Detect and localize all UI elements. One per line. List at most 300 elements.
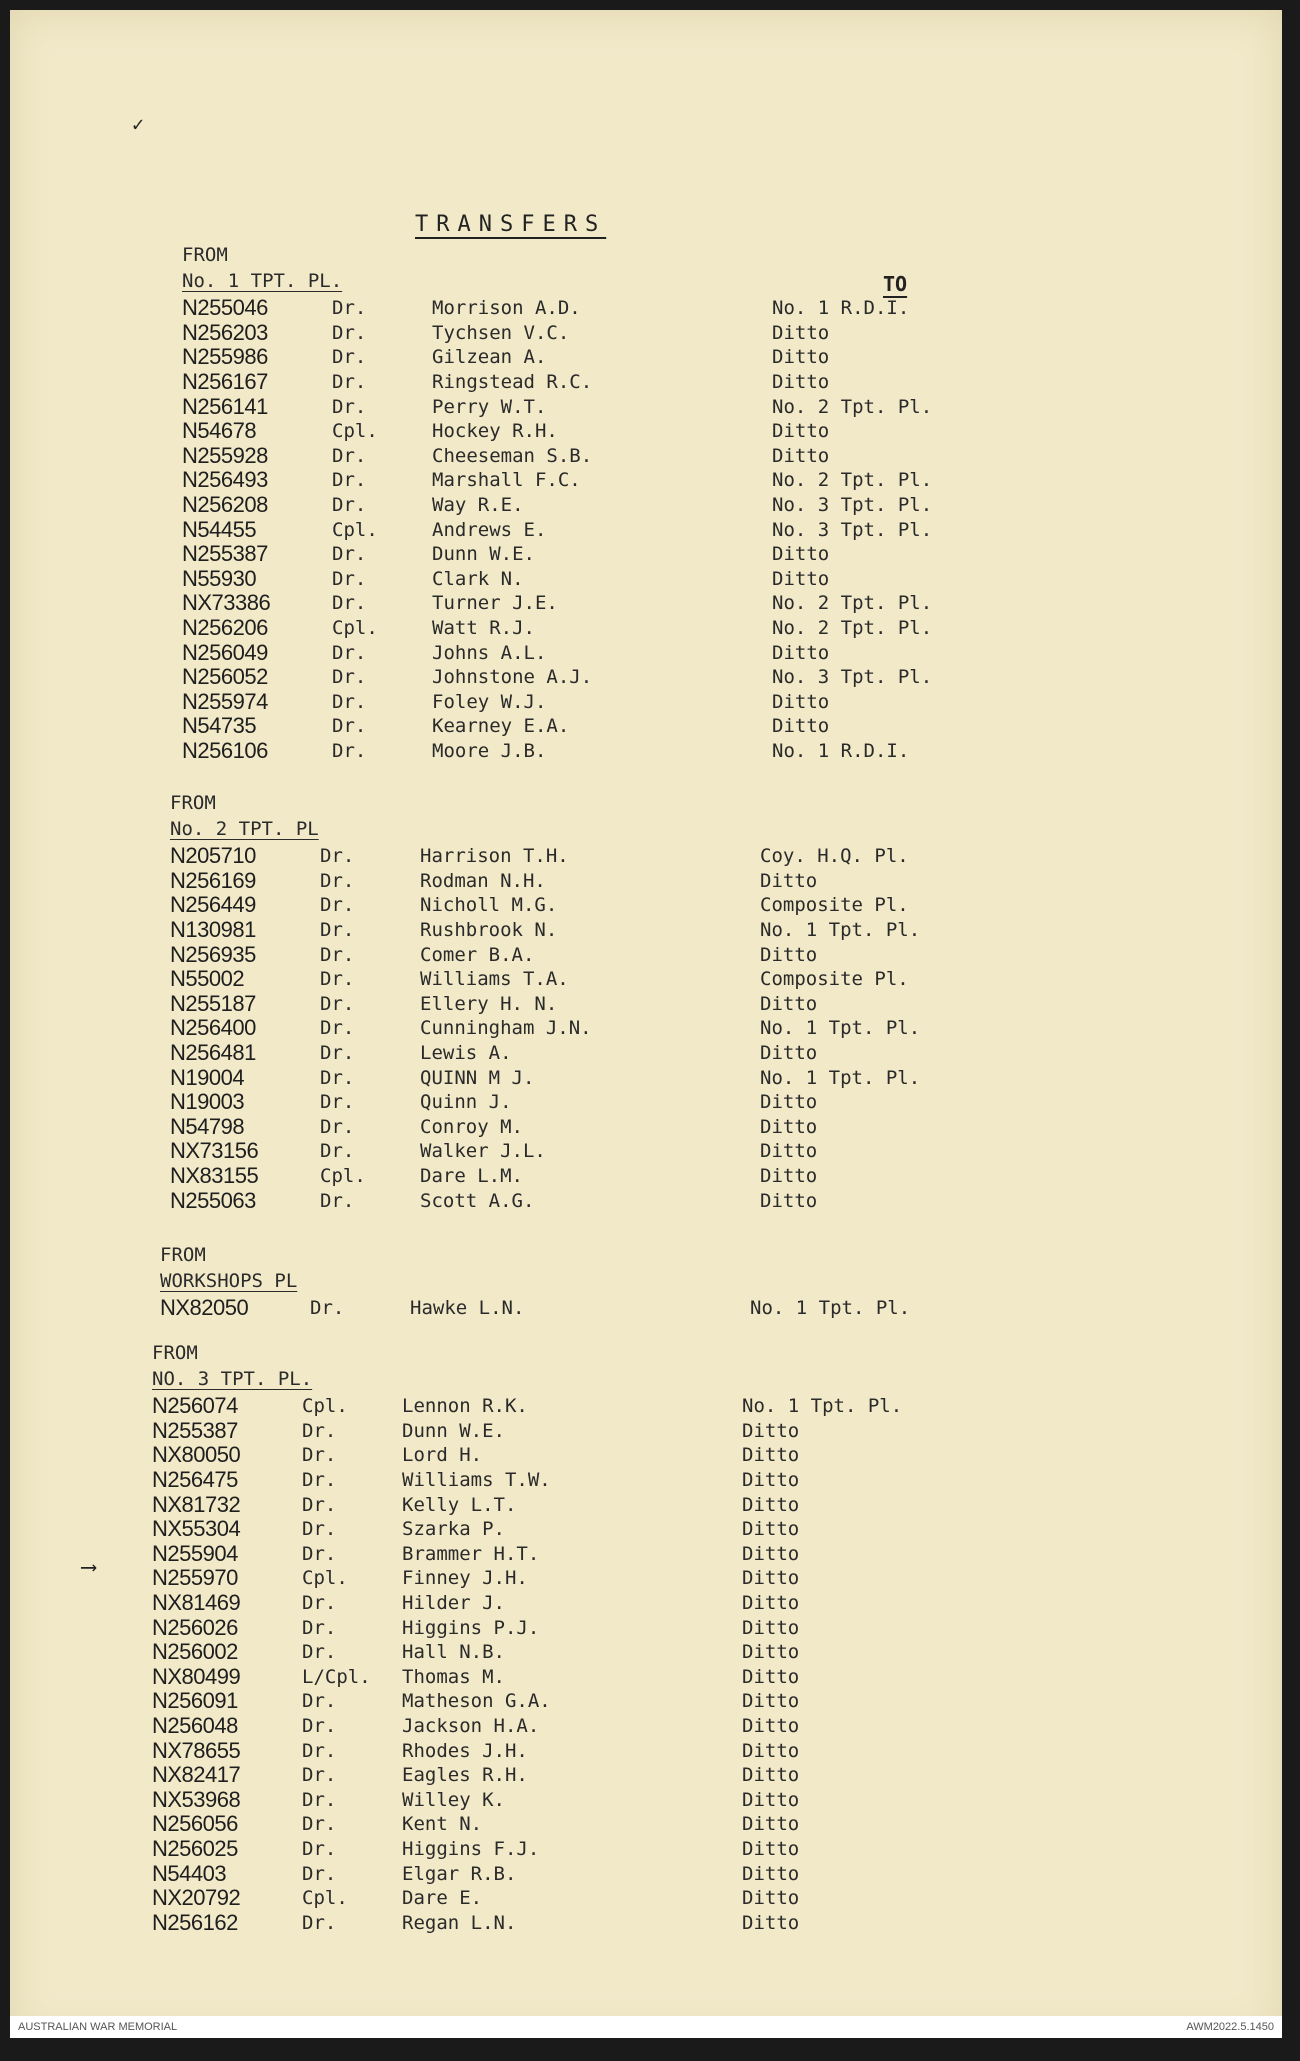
service-number: N255046: [182, 295, 268, 321]
service-number: NX73156: [170, 1138, 259, 1164]
transfer-row: [182, 321, 1032, 346]
transfer-destination: Ditto: [742, 1444, 800, 1467]
rank: Dr.: [302, 1690, 337, 1713]
rank: Dr.: [332, 690, 367, 713]
section-from-label: FROM: [170, 792, 216, 814]
document-page: [10, 10, 1282, 2038]
transfer-destination: No. 1 Tpt. Pl.: [742, 1395, 903, 1418]
transfer-destination: Ditto: [742, 1690, 800, 1713]
transfer-row: [170, 918, 1020, 943]
service-number: N256206: [182, 615, 268, 641]
section-unit-label: No. 2 TPT. PL: [170, 818, 319, 840]
transfer-destination: No. 1 R.D.I.: [772, 297, 910, 320]
rank: Dr.: [302, 1542, 337, 1565]
service-number: N256400: [170, 1015, 256, 1041]
soldier-name: Lord H.: [402, 1444, 483, 1467]
soldier-name: Andrews E.: [432, 518, 547, 541]
soldier-name: Williams T.A.: [420, 968, 569, 991]
soldier-name: Scott A.G.: [420, 1189, 535, 1212]
transfer-row: [152, 1492, 1002, 1517]
soldier-name: Harrison T.H.: [420, 845, 569, 868]
transfer-destination: Ditto: [772, 321, 830, 344]
transfer-destination: Ditto: [760, 1042, 818, 1065]
rank: Dr.: [310, 1297, 345, 1320]
transfer-row: [182, 567, 1032, 592]
transfer-destination: Ditto: [772, 715, 830, 738]
rank: Dr.: [320, 1042, 355, 1065]
soldier-name: Hawke L.N.: [410, 1297, 525, 1320]
soldier-name: Regan L.N.: [402, 1911, 517, 1934]
rank: Dr.: [332, 395, 367, 418]
service-number: N54455: [182, 516, 257, 542]
service-number: N256056: [152, 1811, 238, 1837]
transfer-row: [152, 1763, 1002, 1788]
footer-source: AUSTRALIAN WAR MEMORIAL: [18, 2021, 178, 2033]
soldier-name: Cheeseman S.B.: [432, 444, 593, 467]
transfer-row: [170, 942, 1020, 967]
section-from-label: FROM: [160, 1244, 206, 1266]
transfer-row: [182, 517, 1032, 542]
service-number: N256106: [182, 737, 268, 763]
service-number: N256162: [152, 1909, 238, 1935]
soldier-name: Kearney E.A.: [432, 715, 570, 738]
section-from-label: FROM: [182, 244, 228, 266]
service-number: N256002: [152, 1639, 238, 1665]
service-number: N19004: [170, 1064, 245, 1090]
service-number: NX81469: [152, 1590, 241, 1616]
soldier-name: Dare E.: [402, 1887, 483, 1910]
rank: Dr.: [320, 845, 355, 868]
transfer-row: [152, 1443, 1002, 1468]
transfer-destination: Ditto: [742, 1567, 800, 1590]
transfer-row: [182, 444, 1032, 469]
transfer-row: [152, 1640, 1002, 1665]
transfer-destination: Ditto: [742, 1419, 800, 1442]
transfer-destination: Ditto: [772, 371, 830, 394]
transfer-row: [152, 1812, 1002, 1837]
transfer-row: [152, 1689, 1002, 1714]
service-number: N205710: [170, 843, 256, 869]
transfer-row: [152, 1788, 1002, 1813]
section-no1-tpt-pl: [182, 242, 1032, 763]
rank: Dr.: [302, 1911, 337, 1934]
service-number: N256049: [182, 639, 268, 665]
rank: Dr.: [320, 869, 355, 892]
transfer-destination: Ditto: [760, 1115, 818, 1138]
service-number: N255986: [182, 344, 268, 370]
transfer-destination: No. 2 Tpt. Pl.: [772, 617, 933, 640]
soldier-name: Cunningham J.N.: [420, 1017, 592, 1040]
service-number: NX80499: [152, 1663, 241, 1689]
transfer-row: [182, 591, 1032, 616]
transfer-row: [152, 1419, 1002, 1444]
transfer-row: [182, 468, 1032, 493]
rank: Dr.: [320, 1091, 355, 1114]
transfer-row: [170, 1115, 1020, 1140]
soldier-name: Eagles R.H.: [402, 1764, 528, 1787]
section-no3-tpt-pl: [152, 1340, 1002, 1935]
soldier-name: Morrison A.D.: [432, 297, 581, 320]
section-workshops-pl: [160, 1242, 1010, 1321]
transfer-row: [182, 690, 1032, 715]
transfer-row: [170, 893, 1020, 918]
service-number: N255387: [182, 541, 268, 567]
service-number: N256208: [182, 492, 268, 518]
rank: Dr.: [320, 992, 355, 1015]
service-number: N255970: [152, 1565, 238, 1591]
transfer-row: [152, 1517, 1002, 1542]
rank: Dr.: [302, 1419, 337, 1442]
rank: Dr.: [332, 739, 367, 762]
rank: Dr.: [302, 1715, 337, 1738]
transfer-row: [170, 1090, 1020, 1115]
service-number: NX20792: [152, 1885, 241, 1911]
transfer-row: [170, 1139, 1020, 1164]
rank: Dr.: [302, 1469, 337, 1492]
service-number: N256203: [182, 319, 268, 345]
transfer-row: [182, 419, 1032, 444]
rank: Dr.: [332, 715, 367, 738]
transfer-row: [182, 394, 1032, 419]
soldier-name: Hall N.B.: [402, 1641, 505, 1664]
transfer-destination: Ditto: [742, 1665, 800, 1688]
rank: Dr.: [332, 297, 367, 320]
transfer-destination: Ditto: [772, 420, 830, 443]
transfer-destination: Ditto: [742, 1739, 800, 1762]
footer-bar: [10, 2016, 1282, 2038]
soldier-name: Ringstead R.C.: [432, 371, 593, 394]
service-number: N54403: [152, 1860, 227, 1886]
transfer-list: [182, 296, 1032, 763]
transfer-row: [152, 1542, 1002, 1567]
service-number: NX80050: [152, 1442, 241, 1468]
section-unit-label: NO. 3 TPT. PL.: [152, 1368, 313, 1390]
transfer-row: [182, 665, 1032, 690]
rank: Dr.: [320, 919, 355, 942]
soldier-name: Williams T.W.: [402, 1469, 551, 1492]
transfer-row: [170, 1164, 1020, 1189]
soldier-name: Brammer H.T.: [402, 1542, 540, 1565]
service-number: N255187: [170, 990, 256, 1016]
transfer-row: [182, 370, 1032, 395]
service-number: N256141: [182, 393, 268, 419]
transfer-list: [160, 1296, 1010, 1321]
service-number: NX73386: [182, 590, 271, 616]
service-number: N256935: [170, 941, 256, 967]
transfer-destination: Ditto: [760, 943, 818, 966]
rank: Dr.: [302, 1444, 337, 1467]
transfer-destination: Ditto: [760, 1091, 818, 1114]
transfer-row: [152, 1394, 1002, 1419]
soldier-name: Rhodes J.H.: [402, 1739, 528, 1762]
service-number: N130981: [170, 917, 256, 943]
transfer-destination: Ditto: [760, 1140, 818, 1163]
transfer-destination: Coy. H.Q. Pl.: [760, 845, 909, 868]
transfer-row: [170, 992, 1020, 1017]
transfer-row: [182, 296, 1032, 321]
rank: Dr.: [332, 494, 367, 517]
transfer-row: [182, 616, 1032, 641]
transfer-row: [152, 1591, 1002, 1616]
soldier-name: Lennon R.K.: [402, 1395, 528, 1418]
transfer-destination: No. 2 Tpt. Pl.: [772, 395, 933, 418]
transfer-destination: Ditto: [742, 1542, 800, 1565]
transfer-destination: Ditto: [742, 1813, 800, 1836]
soldier-name: Way R.E.: [432, 494, 524, 517]
transfer-destination: Ditto: [772, 444, 830, 467]
soldier-name: Kent N.: [402, 1813, 483, 1836]
transfer-destination: Ditto: [772, 346, 830, 369]
soldier-name: Ellery H. N.: [420, 992, 558, 1015]
soldier-name: Nicholl M.G.: [420, 894, 558, 917]
transfer-destination: No. 2 Tpt. Pl.: [772, 469, 933, 492]
rank: Dr.: [320, 1115, 355, 1138]
transfer-destination: Ditto: [742, 1469, 800, 1492]
soldier-name: Moore J.B.: [432, 739, 547, 762]
service-number: N55930: [182, 565, 257, 591]
rank: Dr.: [302, 1837, 337, 1860]
soldier-name: Higgins P.J.: [402, 1616, 540, 1639]
transfer-row: [152, 1615, 1002, 1640]
rank: Cpl.: [302, 1887, 348, 1910]
soldier-name: Thomas M.: [402, 1665, 505, 1688]
soldier-name: Turner J.E.: [432, 592, 558, 615]
transfer-destination: Ditto: [742, 1837, 800, 1860]
transfer-row: [152, 1468, 1002, 1493]
rank: Dr.: [320, 968, 355, 991]
soldier-name: Rodman N.H.: [420, 869, 546, 892]
transfer-destination: Ditto: [742, 1592, 800, 1615]
rank: Dr.: [332, 543, 367, 566]
soldier-name: Dunn W.E.: [432, 543, 535, 566]
soldier-name: QUINN M J.: [420, 1066, 535, 1089]
transfer-destination: Ditto: [772, 543, 830, 566]
soldier-name: Lewis A.: [420, 1042, 512, 1065]
rank: Dr.: [302, 1862, 337, 1885]
service-number: N255974: [182, 688, 268, 714]
rank: Cpl.: [332, 617, 378, 640]
rank: Cpl.: [320, 1165, 366, 1188]
transfer-destination: Ditto: [742, 1715, 800, 1738]
transfer-list: [170, 844, 1020, 1213]
service-number: NX81732: [152, 1491, 241, 1517]
transfer-row: [152, 1566, 1002, 1591]
transfer-row: [152, 1910, 1002, 1935]
transfer-destination: Ditto: [760, 992, 818, 1015]
soldier-name: Finney J.H.: [402, 1567, 528, 1590]
service-number: N54735: [182, 713, 257, 739]
rank: Dr.: [332, 641, 367, 664]
rank: Dr.: [302, 1641, 337, 1664]
service-number: N256449: [170, 892, 256, 918]
soldier-name: Johns A.L.: [432, 641, 547, 664]
soldier-name: Jackson H.A.: [402, 1715, 540, 1738]
rank: Dr.: [302, 1493, 337, 1516]
transfer-destination: Ditto: [742, 1764, 800, 1787]
transfer-row: [170, 1016, 1020, 1041]
rank: Dr.: [302, 1788, 337, 1811]
rank: Cpl.: [302, 1395, 348, 1418]
rank: Dr.: [332, 444, 367, 467]
soldier-name: Rushbrook N.: [420, 919, 558, 942]
soldier-name: Marshall F.C.: [432, 469, 581, 492]
transfer-row: [152, 1837, 1002, 1862]
rank: Dr.: [320, 894, 355, 917]
soldier-name: Dunn W.E.: [402, 1419, 505, 1442]
soldier-name: Elgar R.B.: [402, 1862, 517, 1885]
service-number: N19003: [170, 1089, 245, 1115]
service-number: N256074: [152, 1393, 238, 1419]
rank: Dr.: [332, 592, 367, 615]
soldier-name: Kelly L.T.: [402, 1493, 517, 1516]
rank: Dr.: [332, 567, 367, 590]
service-number: N255928: [182, 442, 268, 468]
rank: Cpl.: [332, 420, 378, 443]
section-from-label: FROM: [152, 1342, 198, 1364]
transfer-destination: Ditto: [742, 1911, 800, 1934]
document-title: TRANSFERS: [415, 212, 607, 237]
transfer-row: [152, 1738, 1002, 1763]
rank: Dr.: [302, 1764, 337, 1787]
rank: Dr.: [320, 1189, 355, 1212]
service-number: NX82417: [152, 1762, 241, 1788]
transfer-destination: No. 3 Tpt. Pl.: [772, 518, 933, 541]
to-column-header: TO: [883, 272, 908, 296]
rank: Dr.: [332, 346, 367, 369]
soldier-name: Tychsen V.C.: [432, 321, 570, 344]
soldier-name: Higgins F.J.: [402, 1837, 540, 1860]
transfer-destination: Ditto: [742, 1493, 800, 1516]
rank: Dr.: [320, 1017, 355, 1040]
transfer-destination: Ditto: [760, 1189, 818, 1212]
service-number: N256052: [182, 664, 268, 690]
service-number: N256475: [152, 1467, 238, 1493]
soldier-name: Dare L.M.: [420, 1165, 523, 1188]
transfer-destination: No. 1 Tpt. Pl.: [760, 1017, 921, 1040]
transfer-row: [170, 869, 1020, 894]
transfer-destination: Ditto: [742, 1616, 800, 1639]
soldier-name: Matheson G.A.: [402, 1690, 551, 1713]
section-unit-label: WORKSHOPS PL: [160, 1270, 298, 1292]
transfer-destination: Ditto: [760, 869, 818, 892]
service-number: N255904: [152, 1540, 238, 1566]
rank: Dr.: [332, 321, 367, 344]
ink-mark: ✓: [132, 112, 145, 136]
transfer-destination: Ditto: [772, 690, 830, 713]
transfer-row: [152, 1714, 1002, 1739]
transfer-row: [170, 844, 1020, 869]
service-number: N256048: [152, 1713, 238, 1739]
transfer-row: [182, 542, 1032, 567]
soldier-name: Walker J.L.: [420, 1140, 546, 1163]
rank: L/Cpl.: [302, 1665, 371, 1688]
soldier-name: Willey K.: [402, 1788, 505, 1811]
transfer-row: [182, 345, 1032, 370]
transfer-row: [182, 714, 1032, 739]
transfer-row: [152, 1886, 1002, 1911]
transfer-destination: Ditto: [742, 1887, 800, 1910]
service-number: N255063: [170, 1187, 256, 1213]
transfer-row: [170, 1041, 1020, 1066]
transfer-destination: No. 3 Tpt. Pl.: [772, 494, 933, 517]
rank: Cpl.: [302, 1567, 348, 1590]
transfer-destination: Ditto: [760, 1165, 818, 1188]
transfer-list: [152, 1394, 1002, 1935]
service-number: NX82050: [160, 1295, 249, 1321]
soldier-name: Quinn J.: [420, 1091, 512, 1114]
service-number: NX83155: [170, 1163, 259, 1189]
transfer-row: [170, 1065, 1020, 1090]
service-number: N55002: [170, 966, 245, 992]
soldier-name: Clark N.: [432, 567, 524, 590]
transfer-row: [182, 493, 1032, 518]
section-no2-tpt-pl: [170, 790, 1020, 1213]
transfer-row: [152, 1665, 1002, 1690]
service-number: N256167: [182, 369, 268, 395]
rank: Dr.: [332, 371, 367, 394]
transfer-destination: No. 1 Tpt. Pl.: [750, 1297, 911, 1320]
rank: Dr.: [332, 469, 367, 492]
transfer-destination: No. 2 Tpt. Pl.: [772, 592, 933, 615]
margin-arrow-mark: ⟶: [82, 1555, 96, 1580]
transfer-destination: Composite Pl.: [760, 894, 909, 917]
soldier-name: Watt R.J.: [432, 617, 535, 640]
transfer-row: [152, 1861, 1002, 1886]
soldier-name: Hockey R.H.: [432, 420, 558, 443]
transfer-row: [170, 1188, 1020, 1213]
soldier-name: Hilder J.: [402, 1592, 505, 1615]
service-number: N256025: [152, 1835, 238, 1861]
transfer-row: [170, 967, 1020, 992]
soldier-name: Perry W.T.: [432, 395, 547, 418]
footer-reference: AWM2022.5.1450: [1186, 2021, 1274, 2033]
soldier-name: Comer B.A.: [420, 943, 535, 966]
transfer-destination: No. 1 Tpt. Pl.: [760, 919, 921, 942]
transfer-destination: Ditto: [742, 1862, 800, 1885]
transfer-row: [160, 1296, 1010, 1321]
soldier-name: Gilzean A.: [432, 346, 547, 369]
service-number: NX55304: [152, 1516, 241, 1542]
service-number: N256026: [152, 1614, 238, 1640]
rank: Dr.: [302, 1592, 337, 1615]
transfer-row: [182, 739, 1032, 764]
transfer-destination: Ditto: [772, 567, 830, 590]
service-number: NX78655: [152, 1737, 241, 1763]
service-number: NX53968: [152, 1786, 241, 1812]
transfer-destination: Ditto: [772, 641, 830, 664]
rank: Dr.: [302, 1518, 337, 1541]
transfer-destination: Ditto: [742, 1641, 800, 1664]
transfer-destination: No. 3 Tpt. Pl.: [772, 666, 933, 689]
rank: Dr.: [302, 1739, 337, 1762]
rank: Dr.: [302, 1616, 337, 1639]
service-number: N54798: [170, 1113, 245, 1139]
service-number: N255387: [152, 1417, 238, 1443]
transfer-destination: Ditto: [742, 1518, 800, 1541]
transfer-destination: No. 1 Tpt. Pl.: [760, 1066, 921, 1089]
rank: Dr.: [320, 943, 355, 966]
transfer-destination: Ditto: [742, 1788, 800, 1811]
transfer-destination: Composite Pl.: [760, 968, 909, 991]
service-number: N256091: [152, 1688, 238, 1714]
rank: Dr.: [320, 1140, 355, 1163]
service-number: N256481: [170, 1040, 256, 1066]
service-number: N256493: [182, 467, 268, 493]
section-unit-label: No. 1 TPT. PL.: [182, 270, 343, 292]
service-number: N54678: [182, 418, 257, 444]
service-number: N256169: [170, 867, 256, 893]
rank: Dr.: [320, 1066, 355, 1089]
